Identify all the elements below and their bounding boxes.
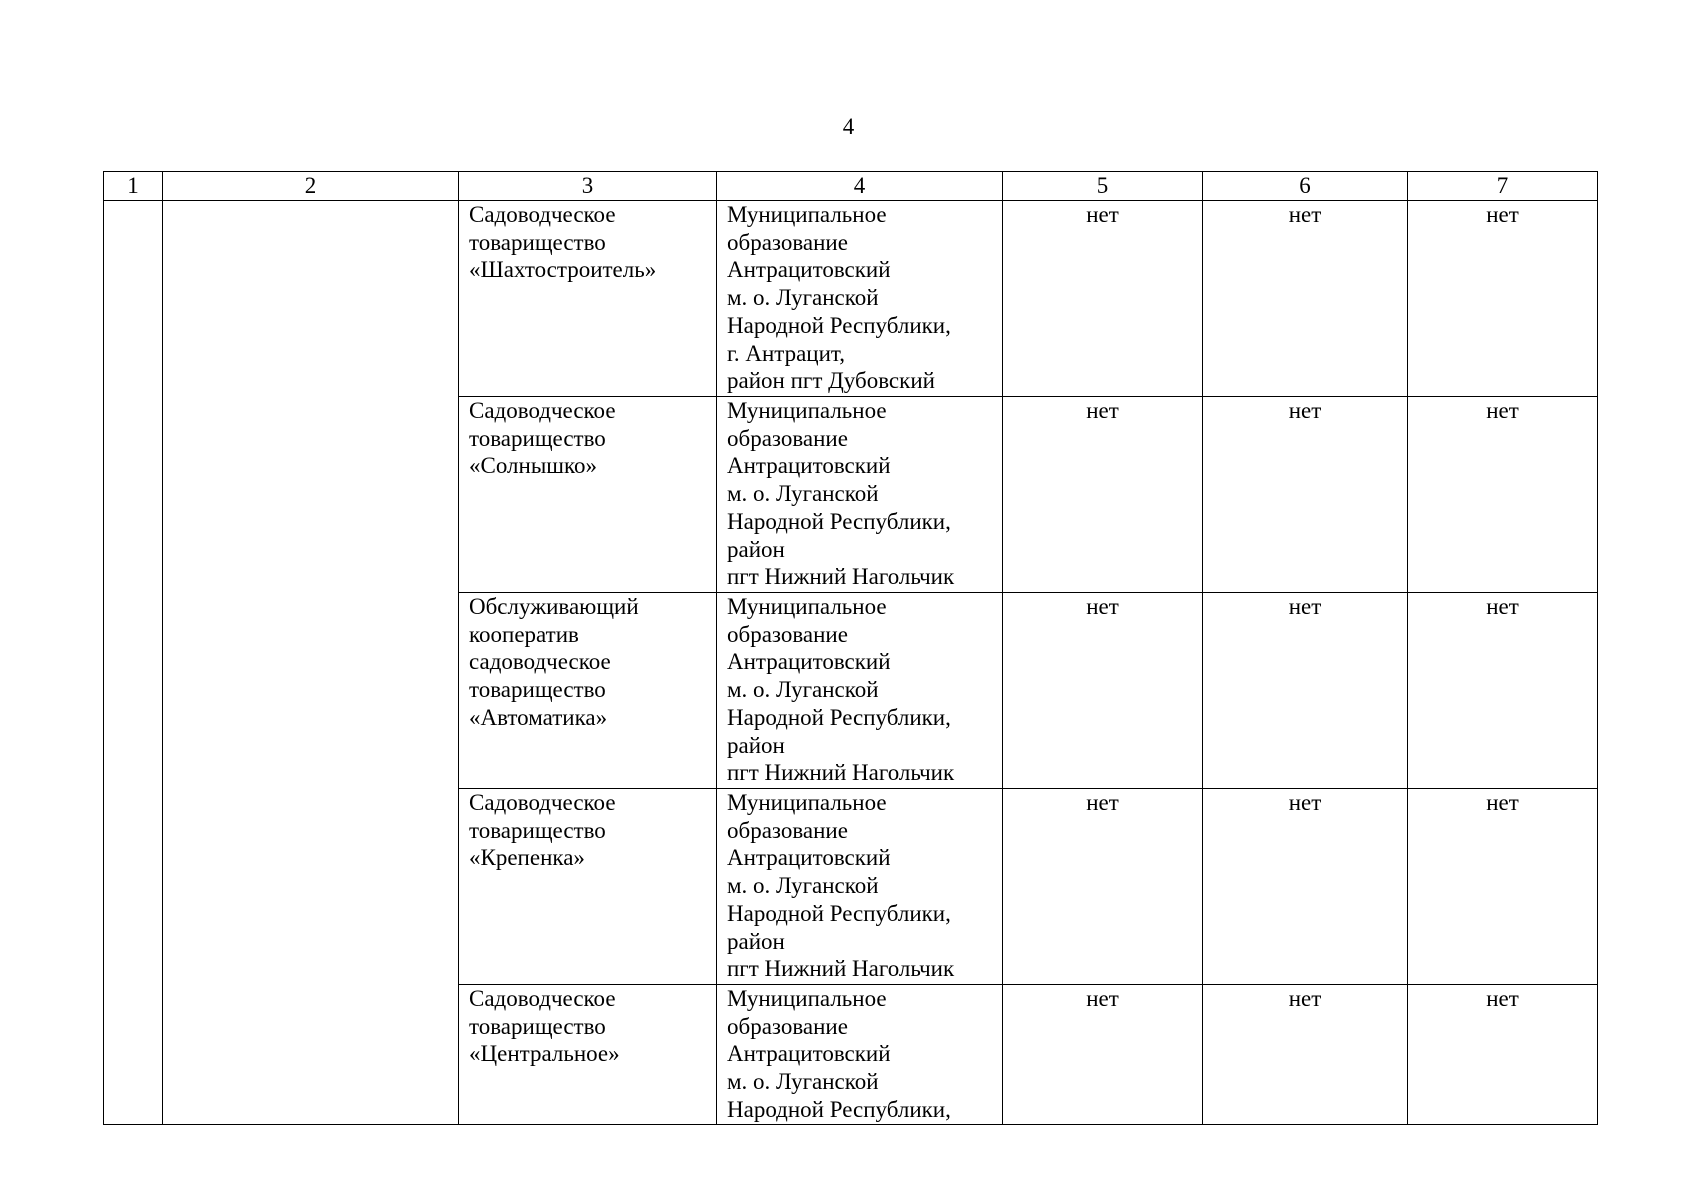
organization-address: Муниципальное образование Антрацитовский м. о. Луганской Народной Республики, район пгт Нижний Нагольчик (717, 789, 1003, 985)
header-col-5: 5 (1003, 172, 1203, 201)
header-col-1: 1 (104, 172, 163, 201)
header-col-6: 6 (1203, 172, 1408, 201)
header-col-2: 2 (163, 172, 459, 201)
col-5-value: нет (1003, 593, 1203, 789)
document-table (103, 171, 1598, 1125)
col-7-value: нет (1408, 985, 1598, 1125)
header-row (104, 172, 1598, 201)
organization-address: Муниципальное образование Антрацитовский м. о. Луганской Народной Республики, (717, 985, 1003, 1125)
col-5-value: нет (1003, 397, 1203, 593)
col-6-value: нет (1203, 593, 1408, 789)
col-6-value: нет (1203, 201, 1408, 397)
organization-name: Обслуживающий кооператив садоводческое товарищество «Автоматика» (459, 593, 717, 789)
organization-name: Садоводческое товарищество «Центральное» (459, 985, 717, 1125)
col-7-value: нет (1408, 593, 1598, 789)
col-5-value: нет (1003, 789, 1203, 985)
organization-name: Садоводческое товарищество «Крепенка» (459, 789, 717, 985)
col-2-merged-cell (163, 201, 459, 1125)
header-col-7: 7 (1408, 172, 1598, 201)
header-col-3: 3 (459, 172, 717, 201)
header-col-4: 4 (717, 172, 1003, 201)
page-number: 4 (842, 114, 855, 139)
organization-name: Садоводческое товарищество «Солнышко» (459, 397, 717, 593)
col-1-merged-cell (104, 201, 163, 1125)
col-6-value: нет (1203, 397, 1408, 593)
col-7-value: нет (1408, 789, 1598, 985)
col-6-value: нет (1203, 985, 1408, 1125)
col-5-value: нет (1003, 985, 1203, 1125)
col-5-value: нет (1003, 201, 1203, 397)
organization-address: Муниципальное образование Антрацитовский м. о. Луганской Народной Республики, район пгт Нижний Нагольчик (717, 397, 1003, 593)
col-7-value: нет (1408, 201, 1598, 397)
organization-name: Садоводческое товарищество «Шахтостроитель» (459, 201, 717, 397)
organization-address: Муниципальное образование Антрацитовский м. о. Луганской Народной Республики, г. Антрацит, район пгт Дубовский (717, 201, 1003, 397)
organization-address: Муниципальное образование Антрацитовский м. о. Луганской Народной Республики, район пгт Нижний Нагольчик (717, 593, 1003, 789)
col-6-value: нет (1203, 789, 1408, 985)
table-row (104, 201, 1598, 397)
col-7-value: нет (1408, 397, 1598, 593)
